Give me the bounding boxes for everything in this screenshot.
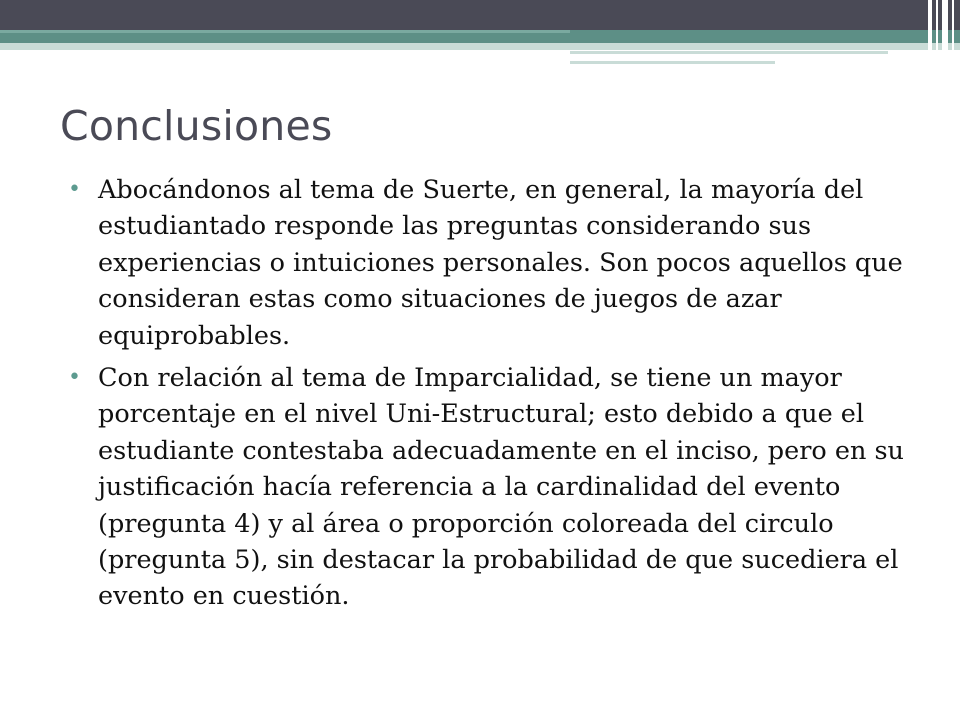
header-dark-band (0, 0, 960, 30)
header-vertical-stripe (952, 0, 954, 60)
bullet-icon: • (68, 177, 81, 202)
header-vertical-stripe (928, 0, 932, 60)
bullet-list (68, 172, 908, 621)
bullet-item (68, 172, 908, 354)
header-thin-line (570, 51, 888, 54)
bullet-text: Con relación al tema de Imparcialidad, se tiene un mayor porcentaje en el nivel Uni-Estructural; esto debido a que el estudiante contestaba adecuadamente en el inciso, pero en su justificación hacía referencia a la cardinalidad del evento (pregunta 4) y al área o proporción coloreada del circulo (pregunta 5), sin destacar la probabilidad de que sucediera el evento en cuestión. (98, 363, 904, 612)
bullet-icon: • (68, 365, 81, 391)
header-vertical-stripe (942, 0, 948, 60)
slide-title: Conclusiones (60, 102, 333, 150)
bullet-text: Abocándonos al tema de Suerte, en general, la mayoría del estudiantado responde las preguntas considerando sus experiencias o intuiciones personales. Son pocos aquellos que consideran estas como situaciones de juegos de azar equiprobables. (98, 175, 903, 351)
header-accent-line (0, 30, 570, 33)
header-light-band (0, 43, 960, 50)
bullet-item (68, 360, 908, 615)
header-vertical-stripe (936, 0, 938, 60)
header-thin-line-short (570, 61, 775, 64)
